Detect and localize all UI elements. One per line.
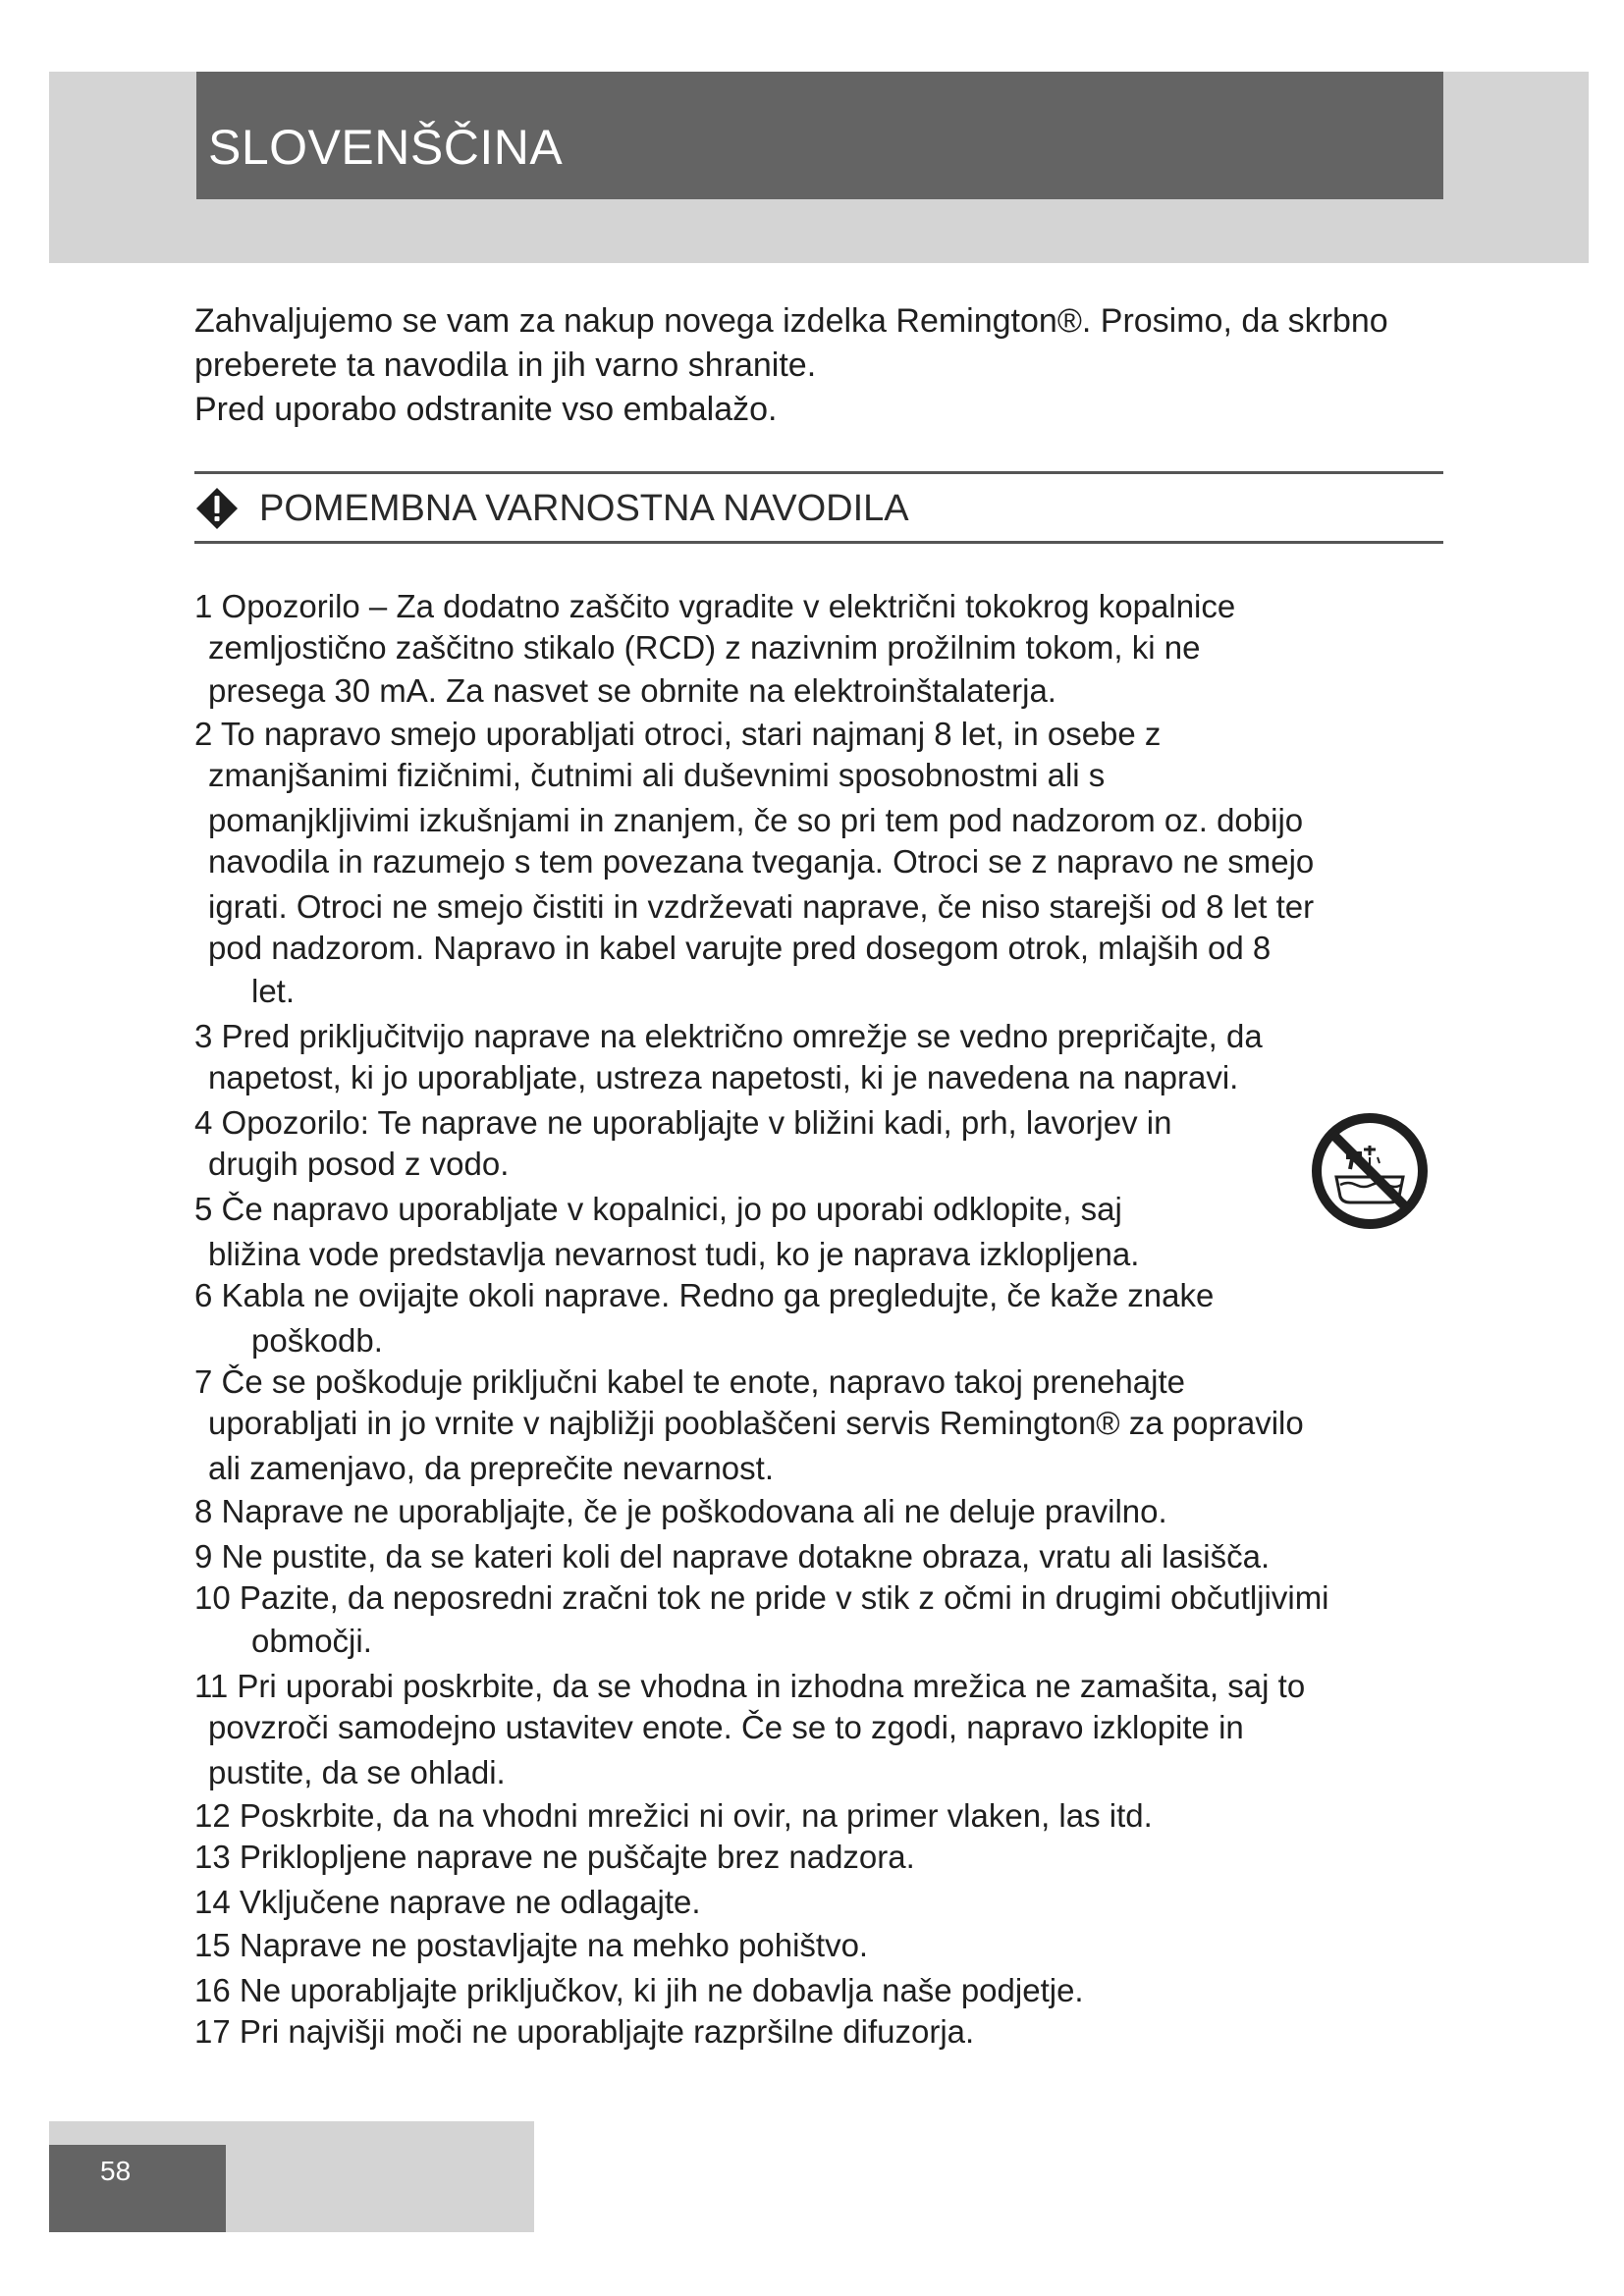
- section-rule-bottom: [194, 541, 1443, 544]
- instruction-line: pustite, da se ohladi.: [208, 1754, 506, 1790]
- intro-line: preberete ta navodila in jih varno shranite.: [194, 347, 817, 384]
- section-rule-top: [194, 471, 1443, 474]
- instruction-line: 12 Poskrbite, da na vhodni mrežici ni ovir, na primer vlaken, las itd.: [194, 1797, 1153, 1834]
- instruction-line: 3 Pred priključitvijo naprave na električno omrežje se vedno prepričajte, da: [194, 1018, 1263, 1054]
- instruction-line: poškodb.: [251, 1322, 383, 1359]
- instruction-line: 11 Pri uporabi poskrbite, da se vhodna in izhodna mrežica ne zamašita, saj to: [194, 1668, 1306, 1704]
- instruction-line: pomanjkljivimi izkušnjami in znanjem, če so pri tem pod nadzorom oz. dobijo: [208, 802, 1304, 838]
- instruction-line: povzroči samodejno ustavitev enote. Če se to zgodi, napravo izklopite in: [208, 1709, 1244, 1745]
- instruction-line: navodila in razumejo s tem povezana tveganja. Otroci se z napravo ne smejo: [208, 843, 1315, 880]
- instruction-line: let.: [251, 973, 296, 1009]
- instruction-line: 9 Ne pustite, da se kateri koli del naprave dotakne obraza, vratu ali lasišča.: [194, 1538, 1271, 1575]
- page-title: SLOVENŠČINA: [208, 120, 564, 175]
- instruction-line: 17 Pri najvišji moči ne uporabljajte razpršilne difuzorja.: [194, 2013, 975, 2050]
- intro-paragraph: [194, 299, 1422, 432]
- instruction-line: 1 Opozorilo – Za dodatno zaščito vgradite v električni tokokrog kopalnice: [194, 588, 1236, 624]
- instruction-line: 7 Če se poškoduje priključni kabel te enote, napravo takoj prenehajte: [194, 1363, 1185, 1400]
- instruction-line: ali zamenjavo, da preprečite nevarnost.: [208, 1450, 774, 1486]
- instruction-line: igrati. Otroci ne smejo čistiti in vzdrževati naprave, če niso starejši od 8 let ter: [208, 888, 1315, 925]
- instruction-line: območji.: [251, 1623, 372, 1659]
- instruction-line: drugih posod z vodo.: [208, 1146, 510, 1182]
- instruction-line: bližina vode predstavlja nevarnost tudi, ko je naprava izklopljena.: [208, 1236, 1140, 1272]
- instruction-line: pod nadzorom. Napravo in kabel varujte pred dosegom otrok, mlajših od 8: [208, 930, 1272, 966]
- instruction-line: presega 30 mA. Za nasvet se obrnite na elektroinštalaterja.: [208, 672, 1056, 709]
- instruction-line: 8 Naprave ne uporabljajte, če je poškodovana ali ne deluje pravilno.: [194, 1493, 1167, 1529]
- instruction-line: 5 Če napravo uporabljate v kopalnici, jo po uporabi odklopite, saj: [194, 1191, 1122, 1227]
- instruction-line: uporabljati in jo vrnite v najbližji pooblaščeni servis Remington® za popravilo: [208, 1405, 1304, 1441]
- instruction-line: 13 Priklopljene naprave ne puščajte brez nadzora.: [194, 1839, 915, 1875]
- instruction-line: 6 Kabla ne ovijajte okoli naprave. Redno ga pregledujte, če kaže znake: [194, 1277, 1215, 1313]
- instruction-line: 4 Opozorilo: Te naprave ne uporabljajte v bližini kadi, prh, lavorjev in: [194, 1104, 1172, 1141]
- page-number: 58: [100, 2156, 132, 2186]
- instruction-line: 15 Naprave ne postavljajte na mehko pohištvo.: [194, 1927, 869, 1963]
- instruction-line: zmanjšanimi fizičnimi, čutnimi ali duševnimi sposobnostmi ali s: [208, 757, 1106, 793]
- warning-diamond-icon: [195, 487, 239, 530]
- intro-line: Pred uporabo odstranite vso embalažo.: [194, 391, 778, 428]
- instruction-line: 16 Ne uporabljajte priključkov, ki jih ne dobavlja naše podjetje.: [194, 1972, 1084, 2008]
- instruction-line: 14 Vključene naprave ne odlagajte.: [194, 1884, 701, 1920]
- section-title: POMEMBNA VARNOSTNA NAVODILA: [259, 488, 909, 529]
- instruction-line: zemljostično zaščitno stikalo (RCD) z nazivnim prožilnim tokom, ki ne: [208, 629, 1201, 666]
- footer-page-box: [49, 2145, 226, 2232]
- intro-line: Zahvaljujemo se vam za nakup novega izdelka Remington®. Prosimo, da skrbno: [194, 302, 1388, 340]
- instruction-line: 2 To napravo smejo uporabljati otroci, stari najmanj 8 let, in osebe z: [194, 716, 1162, 752]
- instruction-line: napetost, ki jo uporabljate, ustreza napetosti, ki je navedena na napravi.: [208, 1059, 1239, 1095]
- no-water-bath-icon: [1311, 1112, 1429, 1230]
- instruction-line: 10 Pazite, da neposredni zračni tok ne pride v stik z očmi in drugimi občutljivimi: [194, 1579, 1329, 1616]
